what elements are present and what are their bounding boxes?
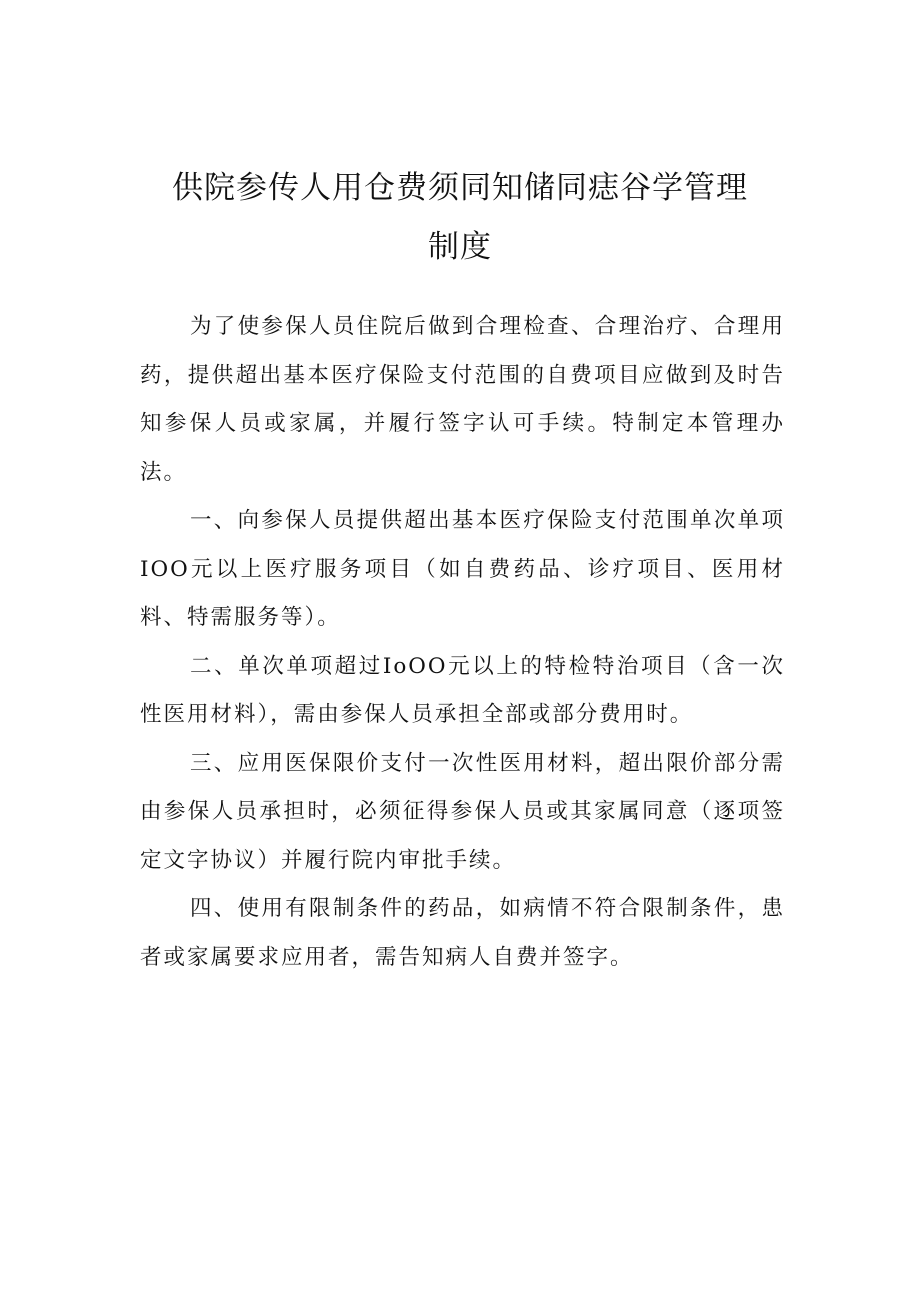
paragraph-item-2: 二、单次单项超过IoOO元以上的特检特治项目（含一次性医用材料），需由参保人员承担全部或部分费用时。 <box>140 653 785 727</box>
document-title-line-2: 制度 <box>428 229 492 265</box>
document-body <box>140 303 785 982</box>
document-title-line-1: 供院参传人用仓费须同知储同痣谷学管理 <box>172 170 748 206</box>
paragraph-item-1: 一、向参保人员提供超出基本医疗保险支付范围单次单项IOO元以上医疗服务项目（如自费药品、诊疗项目、医用材料、特需服务等）。 <box>140 508 785 630</box>
paragraph-item-3: 三、应用医保限价支付一次性医用材料，超出限价部分需由参保人员承担时，必须征得参保人员或其家属同意（逐项签定文字协议）并履行院内审批手续。 <box>140 750 785 873</box>
paragraph-intro: 为了使参保人员住院后做到合理检查、合理治疗、合理用药，提供超出基本医疗保险支付范围的自费项目应做到及时告知参保人员或家属，并履行签字认可手续。特制定本管理办法。 <box>140 314 785 485</box>
paragraph-item-4: 四、使用有限制条件的药品，如病情不符合限制条件，患者或家属要求应用者，需告知病人自费并签字。 <box>140 896 785 970</box>
